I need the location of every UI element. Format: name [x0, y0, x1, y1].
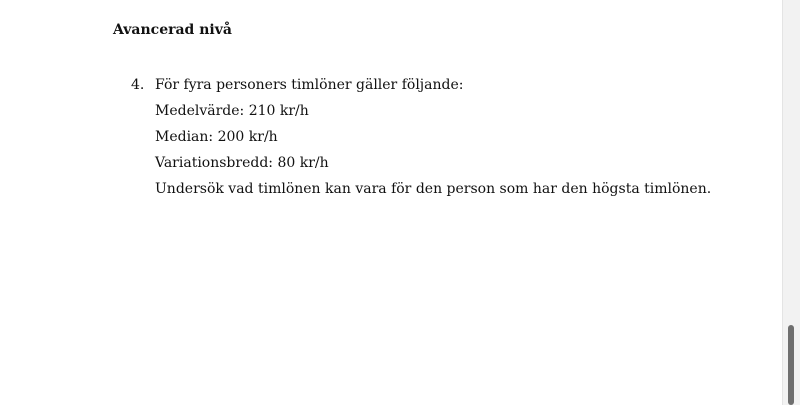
section-heading: Avancerad nivå: [113, 22, 232, 38]
problem-intro: För fyra personers timlöner gäller följande:: [155, 77, 464, 93]
problem-question: Undersök vad timlönen kan vara för den person som har den högsta timlönen.: [155, 181, 712, 197]
problem-text: [155, 72, 711, 202]
range-line: Variationsbredd: 80 kr/h: [155, 155, 329, 171]
mean-value-line: Medelvärde: 210 kr/h: [155, 103, 309, 119]
median-line: Median: 200 kr/h: [155, 129, 278, 145]
scrollbar-thumb[interactable]: [788, 325, 794, 405]
problem-number: 4.: [131, 77, 145, 93]
